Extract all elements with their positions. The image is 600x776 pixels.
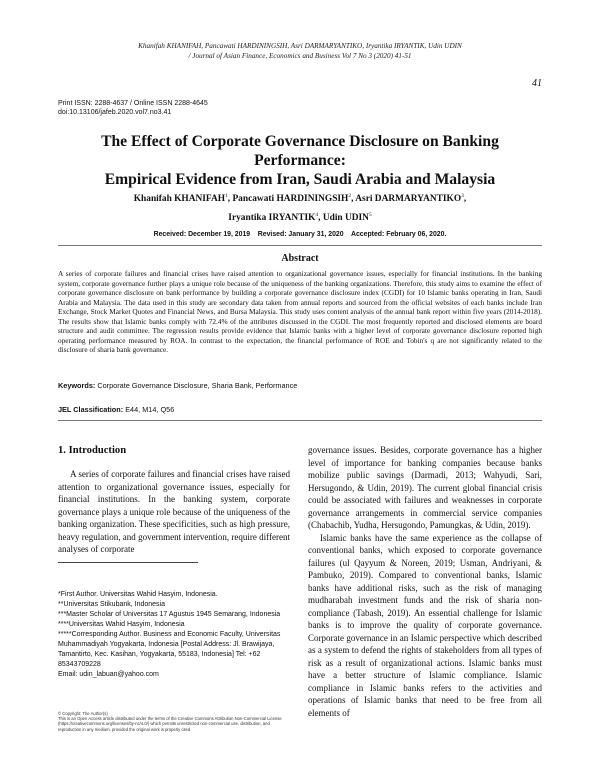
footnotes [58,590,294,680]
title-line-2: Empirical Evidence from Iran, Saudi Arabia and Malaysia [104,171,496,188]
received-dates: Received: December 19, 2019 Revised: January 31, 2020 Accepted: February 06, 2020. [153,231,447,238]
footnote: *****Corresponding Author. Business and Economic Faculty, Universitas Muhammadiyah Yogyakarta, Indonesia [Postal Address: Jl. Brawijaya, Tamantirto, Kec. Kasihan, Yogyakarta, 55183, Indonesia] Tel: +62 85343709228 [58,631,281,668]
author-5: Udin UDIN [322,213,369,224]
section-heading: 1. Introduction [58,445,127,456]
author-3-mark: 3 [461,193,464,199]
divider-top [58,245,542,246]
footnote-email: Email: udin_labuan@yahoo.com [58,671,159,678]
author-1: Khanifah KHANIFAH [133,194,226,205]
keywords-value: Corporate Governance Disclosure, Sharia Bank, Performance [97,381,298,390]
running-header-journal: / Journal of Asian Finance, Economics and Business Vol 7 No 3 (2020) 41-51 [188,52,412,60]
footnote: ****Universitas Wahid Hasyim, Indonesia [58,621,185,628]
issn-line: Print ISSN: 2288-4637 / Online ISSN 2288-4645 [58,100,208,107]
intro-column-right [308,444,542,719]
intro-paragraph-1: governance issues. Besides, corporate governance has a higher level of importance for banking companies because banks mobilize public savings (Darmadi, 2013; Wahyudi, Sari, Hersugondo, & Udin, 2019). The current global financial crisis could be associated with failures and weaknesses in corporate governance arrangements in commercial service companies (Chabachib, Yudha, Hersugondo, Pamungkas, & Udin, 2019). [308,445,542,530]
author-3: Asri DARMARYANTIKO [355,194,462,205]
author-4-mark: 4 [315,212,319,219]
author-1-mark: 1 [225,193,228,199]
footnote: **Universitas Stikubank, Indonesia [58,601,166,608]
issn-block [58,99,208,117]
jel-value: E44, M14, Q56 [125,405,175,414]
jel-label: JEL Classification: [58,405,124,414]
running-header-authors: Khanifah KHANIFAH, Pancawati HARDININGSIH, Asri DARMARYANTIKO, Iryantika IRYANTIK, Udin UDIN [138,42,462,50]
divider-bottom [58,420,542,421]
abstract-title: Abstract [281,253,319,264]
footnote: *First Author. Universitas Wahid Hasyim, Indonesia. [58,591,218,598]
license-text: This is an Open Access article distributed under the terms of the Creative Commons Attribution Non-Commercial License (https://creativecommons.org/licenses/by-nc/4.0/) which permits unrestricted non-commercial use, distribution, and reproduction in any medium, provided the original work is properly cited. [58,716,282,732]
intro-paragraph-2: Islamic banks have the same experience as the collapse of conventional banks, which exposed to corporate governance failures (ul Qayyum & Noreen, 2019; Usman, Andriyani, & Pambuko, 2019). Compared to conventional banks, Islamic banks have additional risks, such as the risk of managing mudharabah investment funds and the risk of sharia non-compliance (Tabash, 2019). An essential challenge for Islamic banks is to improve the quality of corporate governance. Corporate governance in an Islamic perspective which described as a system to defend the rights of stakeholders from all types of risk as a result of organizational actions. Islamic banks must have a better structure of Islamic compliance. Islamic compliance in Islamic banks refers to the activities and operations of Islamic banks that need to be free from all elements of [308,532,542,718]
footnote-divider [58,562,198,563]
title-line-1: The Effect of Corporate Governance Disclosure on Banking Performance: [101,133,499,169]
abstract-body: A series of corporate failures and financial crises have raised attention to organizational governance issues, especially for financial institutions. In the banking system, corporate governance further plays a unique role because of the uniqueness of the banking organizations. Therefore, this study aims to examine the effect of corporate governance disclosure on bank performance by building a corporate governance disclosure index (CGDI) for 10 Islamic banks operating in Iran, Saudi Arabia and Malaysia. The data used in this study are secondary data taken from annual reports and sourced from the official websites of each banks include Iran Exchange, Stock Market Quotes and Financial News, and Bursa Malaysia. This study uses content analysis of the annual bank report within five years (2014-2018). The results show that Islamic banks comply with 72.4% of the attributes discussed in the CGDI. The most frequently reported and disclosed elements are board structure and audit committee. The regression results provide evidence that Islamic banks with a higher level of corporate governance disclosure reported high operating performance measured by ROA. In contrast to the expectation, the financial performance of ROE and Tobin's q are not significantly related to the disclosure of sharia bank governance. [58,269,542,354]
keywords-label: Keywords: [58,381,96,390]
jel-line [58,405,174,414]
footnote: ***Master Scholar of Universitas 17 Agustus 1945 Semarang, Indonesia [58,611,281,618]
author-4: Iryantika IRYANTIK [228,213,316,224]
author-2-mark: 2 [348,193,352,199]
paper-title [58,132,542,189]
author-5-mark: 5 [368,212,372,219]
page-number: 41 [532,78,542,89]
author-list: Khanifah KHANIFAH$^1$, Pancawati HARDININGSIH$^2$, Asri DARMARYANTIKO$^3$, Iryantika IRYANTIK$^4$, Udin UDIN$^5$ [133,193,467,224]
copyright-notice [58,711,294,732]
doi-line: doi:10.13106/jafeb.2020.vol7.no3.41 [58,109,172,116]
intro-column-left: A series of corporate failures and financial crises have raised attention to organizational governance issues, especially for financial institutions. In the banking system, corporate governance plays a unique role because of the uniqueness of the banking organization. These specificities, such as high pressure, heavy regulation, and government intervention, require different analyses of corporate [58,469,290,554]
copyright-title: © Copyright: The Author(s) [58,711,108,716]
keywords-line [58,381,297,390]
author-2: Pancawati HARDININGSIH [232,194,349,205]
